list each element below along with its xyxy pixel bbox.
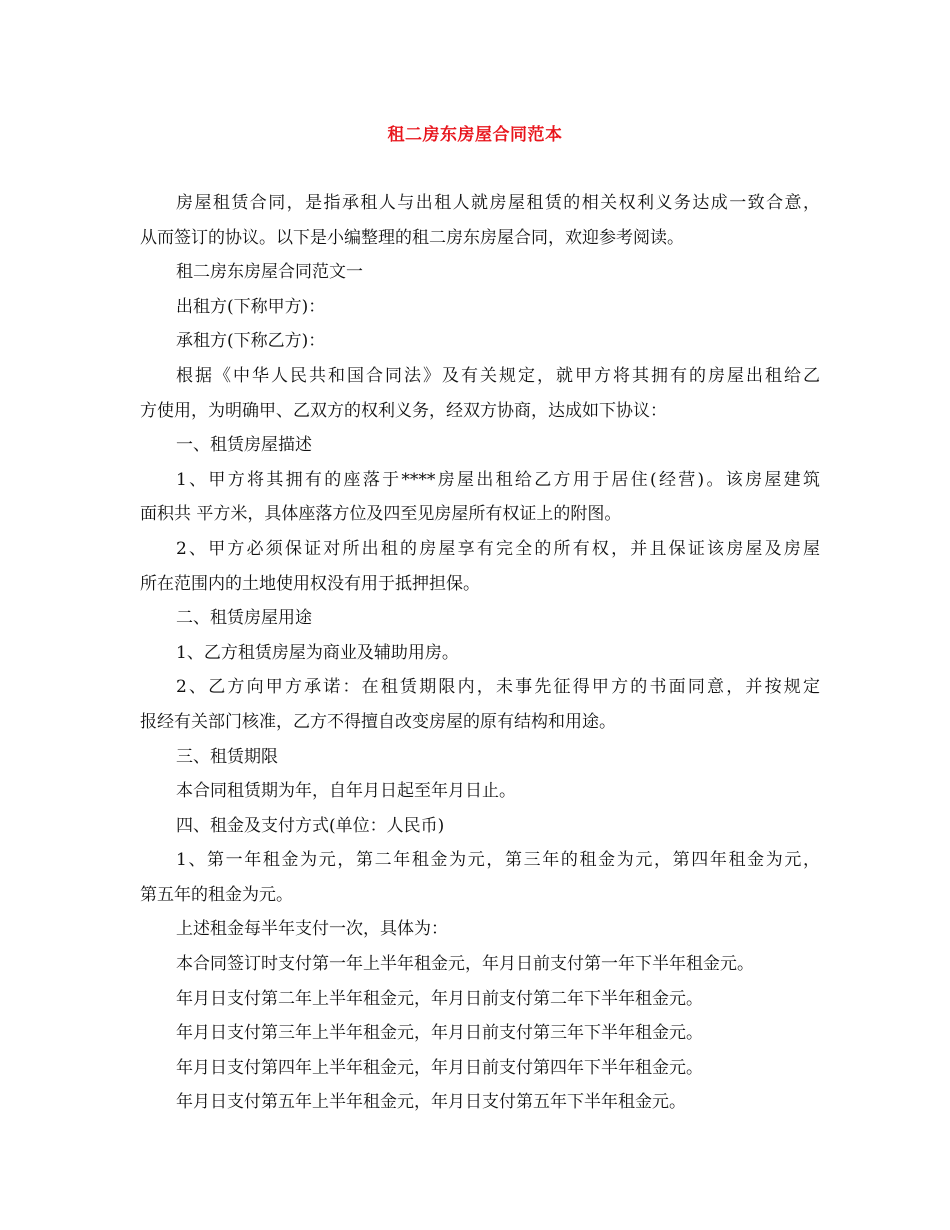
payment-line: 年月日支付第五年上半年租金元，年月日支付第五年下半年租金元。: [176, 1092, 686, 1113]
clause-line: 所在范围内的土地使用权没有用于抵押担保。: [140, 573, 480, 594]
clause-line: 报经有关部门核准，乙方不得擅自改变房屋的原有结构和用途。: [140, 711, 616, 732]
clause-line: 2、乙方向甲方承诺：在租赁期限内，未事先征得甲方的书面同意，并按规定: [176, 677, 820, 698]
clause-line: 2、甲方必须保证对所出租的房屋享有完全的所有权，并且保证该房屋及房屋: [176, 538, 820, 559]
clause-line: 1、第一年租金为元，第二年租金为元，第三年的租金为元，第四年租金为元，: [176, 850, 820, 871]
document-body: [140, 186, 820, 1120]
clause-line: 1、乙方租赁房屋为商业及辅助用房。: [176, 642, 459, 663]
party-line: 出租方(下称甲方)：: [176, 296, 326, 317]
document-title: 租二房东房屋合同范本: [387, 125, 563, 145]
section-heading: 租二房东房屋合同范文一: [176, 262, 363, 283]
payment-line: 年月日支付第四年上半年租金元，年月日前支付第四年下半年租金元。: [176, 1057, 703, 1078]
clause-line: 上述租金每半年支付一次，具体为：: [176, 919, 448, 940]
payment-line: 年月日支付第二年上半年租金元，年月日前支付第二年下半年租金元。: [176, 988, 703, 1009]
paragraph-line: 根据《中华人民共和国合同法》及有关规定，就甲方将其拥有的房屋出租给乙: [176, 365, 820, 386]
paragraph-line: 从而签订的协议。以下是小编整理的租二房东房屋合同，欢迎参考阅读。: [140, 227, 684, 248]
paragraph-line: 房屋租赁合同，是指承租人与出租人就房屋租赁的相关权利义务达成一致合意，: [176, 193, 820, 213]
section-heading: 四、租金及支付方式(单位：人民币): [176, 815, 445, 836]
section-heading: 二、租赁房屋用途: [176, 608, 312, 629]
payment-line: 本合同签订时支付第一年上半年租金元，年月日前支付第一年下半年租金元。: [176, 954, 754, 975]
payment-line: 年月日支付第三年上半年租金元，年月日前支付第三年下半年租金元。: [176, 1023, 703, 1044]
clause-line: 本合同租赁期为年，自年月日起至年月日止。: [176, 781, 516, 802]
section-heading: 一、租赁房屋描述: [176, 435, 312, 456]
paragraph-line: 方使用，为明确甲、乙双方的权利义务，经双方协商，达成如下协议：: [140, 400, 667, 421]
clause-line: 面积共 平方米，具体座落方位及四至见房屋所有权证上的附图。: [140, 504, 622, 525]
clause-line: 第五年的租金为元。: [140, 884, 293, 905]
section-heading: 三、租赁期限: [176, 746, 278, 767]
clause-line: 1、甲方将其拥有的座落于****房屋出租给乙方用于居住(经营)。该房屋建筑: [176, 469, 820, 490]
party-line: 承租方(下称乙方)：: [176, 331, 326, 352]
